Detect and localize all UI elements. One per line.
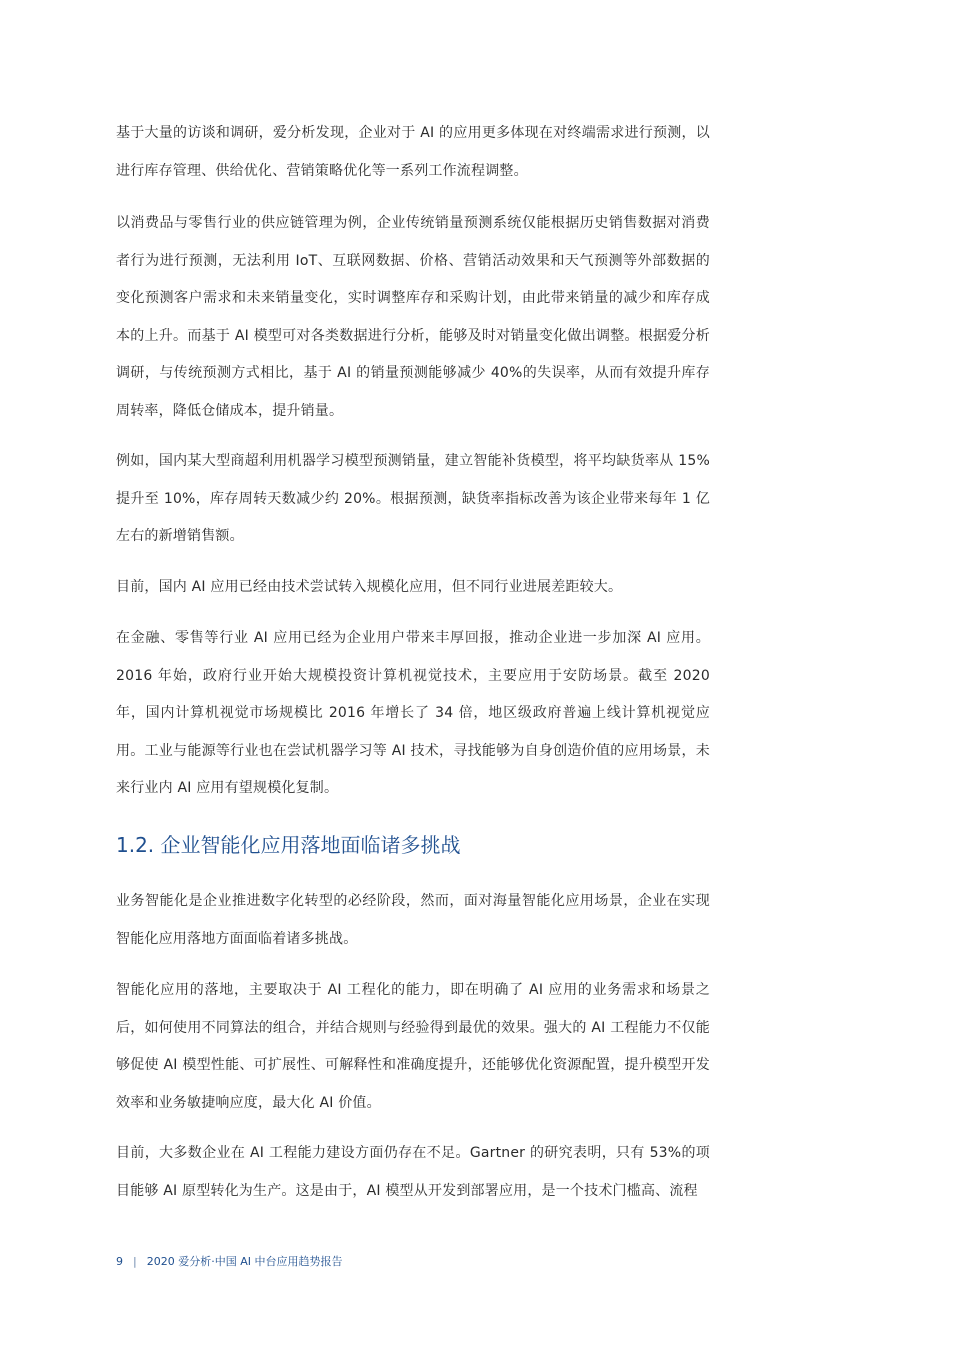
section-paragraph-1: 业务智能化是企业推进数字化转型的必经阶段，然而，面对海量智能化应用场景，企业在实现智能化应用落地方面面临着诸多挑战。 (116, 893, 710, 947)
footer-separator: | (133, 1255, 137, 1268)
paragraph-1: 基于大量的访谈和调研，爱分析发现，企业对于 AI 的应用更多体现在对终端需求进行预测，以进行库存管理、供给优化、营销策略优化等一系列工作流程调整。 (116, 125, 710, 179)
page-number: 9 (116, 1255, 123, 1268)
paragraph-5: 在金融、零售等行业 AI 应用已经为企业用户带来丰厚回报，推动企业进一步加深 AI 应用。2016 年始，政府行业开始大规模投资计算机视觉技术，主要应用于安防场景。截至 2020 年，国内计算机视觉市场规模比 2016 年增长了 34 倍，地区级政府普遍上线计算机视觉应用。工业与能源等行业也在尝试机器学习等 AI 技术，寻找能够为自身创造价值的应用场景，未来行业内 AI 应用有望规模化复制。 (116, 630, 710, 797)
page-footer (116, 1254, 342, 1270)
paragraph-4: 目前，国内 AI 应用已经由技术尝试转入规模化应用，但不同行业进展差距较大。 (116, 579, 623, 595)
section-paragraph-2: 智能化应用的落地，主要取决于 AI 工程化的能力，即在明确了 AI 应用的业务需求和场景之后，如何使用不同算法的组合，并结合规则与经验得到最优的效果。强大的 AI 工程能力不仅能够促使 AI 模型性能、可扩展性、可解释性和准确度提升，还能够优化资源配置，提升模型开发效率和业务敏捷响应度，最大化 AI 价值。 (116, 982, 710, 1111)
paragraph-2: 以消费品与零售行业的供应链管理为例，企业传统销量预测系统仅能根据历史销售数据对消费者行为进行预测，无法利用 IoT、互联网数据、价格、营销活动效果和天气预测等外部数据的变化预测客户需求和未来销量变化，实时调整库存和采购计划，由此带来销量的减少和库存成本的上升。而基于 AI 模型可对各类数据进行分析，能够及时对销量变化做出调整。根据爱分析调研，与传统预测方式相比，基于 AI 的销量预测能够减少 40%的失误率，从而有效提升库存周转率，降低仓储成本，提升销量。 (116, 215, 710, 419)
paragraph-3: 例如，国内某大型商超利用机器学习模型预测销量，建立智能补货模型，将平均缺货率从 15%提升至 10%，库存周转天数减少约 20%。根据预测，缺货率指标改善为该企业带来每年 1 亿左右的新增销售额。 (116, 453, 710, 545)
section-paragraph-3: 目前，大多数企业在 AI 工程能力建设方面仍存在不足。Gartner 的研究表明，只有 53%的项目能够 AI 原型转化为生产。这是由于，AI 模型从开发到部署应用，是一个技术门槛高、流程 (116, 1145, 710, 1199)
section-heading: 1.2. 企业智能化应用落地面临诸多挑战 (116, 833, 461, 857)
report-title: 2020 爱分析·中国 AI 中台应用趋势报告 (146, 1255, 343, 1268)
